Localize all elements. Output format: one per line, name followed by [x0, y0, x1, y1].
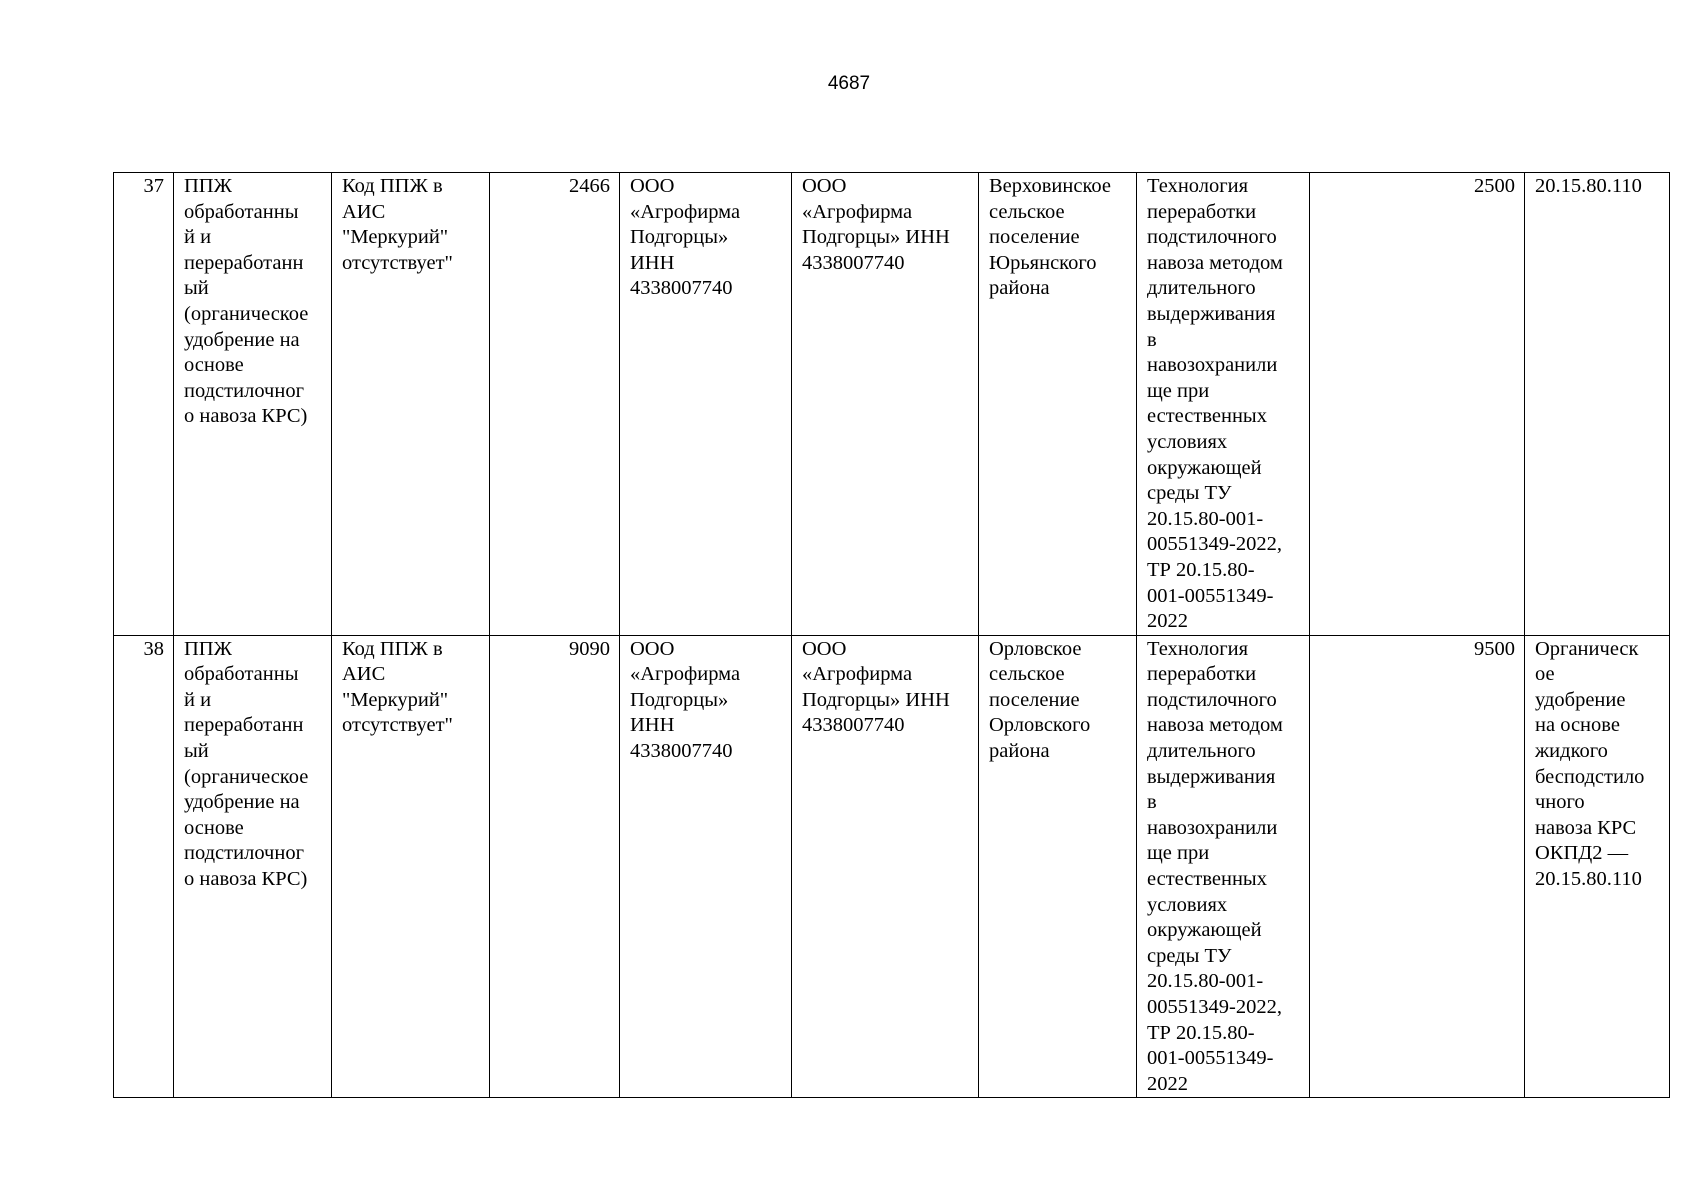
page-number: 4687 [827, 73, 871, 94]
row-index-cell [114, 635, 174, 1098]
table-row [114, 635, 1670, 1098]
quantity-cell [490, 635, 620, 1098]
location-name: Орловское сельское поселение Орловского района [989, 637, 1091, 763]
volume-cell [1310, 635, 1525, 1098]
row-index: 37 [143, 175, 164, 197]
volume-value: 2500 [1474, 175, 1515, 197]
location-cell [979, 635, 1137, 1098]
product-name: ППЖ обработанны й и переработанн ый (органическое удобрение на основе подстилочног о навоза КРС) [184, 637, 309, 891]
owner-cell [792, 635, 979, 1098]
row-index-cell [114, 173, 174, 636]
quantity-value: 9090 [569, 637, 610, 660]
mercury-code-cell [332, 635, 490, 1098]
owner-name: ООО «Агрофирма Подгорцы» ИНН 4338007740 [802, 175, 950, 274]
producer-cell [620, 635, 792, 1098]
owner-cell [792, 173, 979, 636]
okpd-code: 20.15.80.110 [1535, 175, 1642, 197]
volume-value: 9500 [1474, 637, 1515, 660]
technology-text: Технология переработки подстилочного навоза методом длительного выдерживания в навозохранили ще при естественных условиях окружающей среды ТУ 20.15.80-001- 00551349-2022, ТР 20.15.80- 001-00551349- 2022 [1147, 175, 1283, 633]
producer-name: ООО «Агрофирма Подгорцы» ИНН 4338007740 [630, 637, 741, 763]
location-cell [979, 173, 1137, 636]
table-row [114, 173, 1670, 636]
technology-cell [1137, 635, 1310, 1098]
volume-cell [1310, 173, 1525, 636]
okpd-cell [1525, 173, 1670, 636]
technology-cell [1137, 173, 1310, 636]
owner-name: ООО «Агрофирма Подгорцы» ИНН 4338007740 [802, 637, 950, 737]
mercury-code: Код ППЖ в АИС "Меркурий" отсутствует" [342, 637, 453, 737]
quantity-cell [490, 173, 620, 636]
row-index: 38 [143, 637, 164, 660]
producer-name: ООО «Агрофирма Подгорцы» ИНН 4338007740 [630, 175, 741, 300]
okpd-cell [1525, 635, 1670, 1098]
technology-text: Технология переработки подстилочного навоза методом длительного выдерживания в навозохранили ще при естественных условиях окружающей среды ТУ 20.15.80-001- 00551349-2022, ТР 20.15.80- 001-00551349- 2022 [1147, 637, 1283, 1095]
mercury-code-cell [332, 173, 490, 636]
product-cell [174, 173, 332, 636]
registry-table [113, 172, 1670, 1098]
product-name: ППЖ обработанны й и переработанн ый (органическое удобрение на основе подстилочног о навоза КРС) [184, 175, 309, 428]
producer-cell [620, 173, 792, 636]
product-cell [174, 635, 332, 1098]
okpd-code: Органическ ое удобрение на основе жидкого бесподстило чного навоза КРС ОКПД2 — 20.15.80.110 [1535, 637, 1645, 891]
location-name: Верховинское сельское поселение Юрьянского района [989, 175, 1111, 300]
mercury-code: Код ППЖ в АИС "Меркурий" отсутствует" [342, 175, 453, 274]
quantity-value: 2466 [569, 175, 610, 197]
